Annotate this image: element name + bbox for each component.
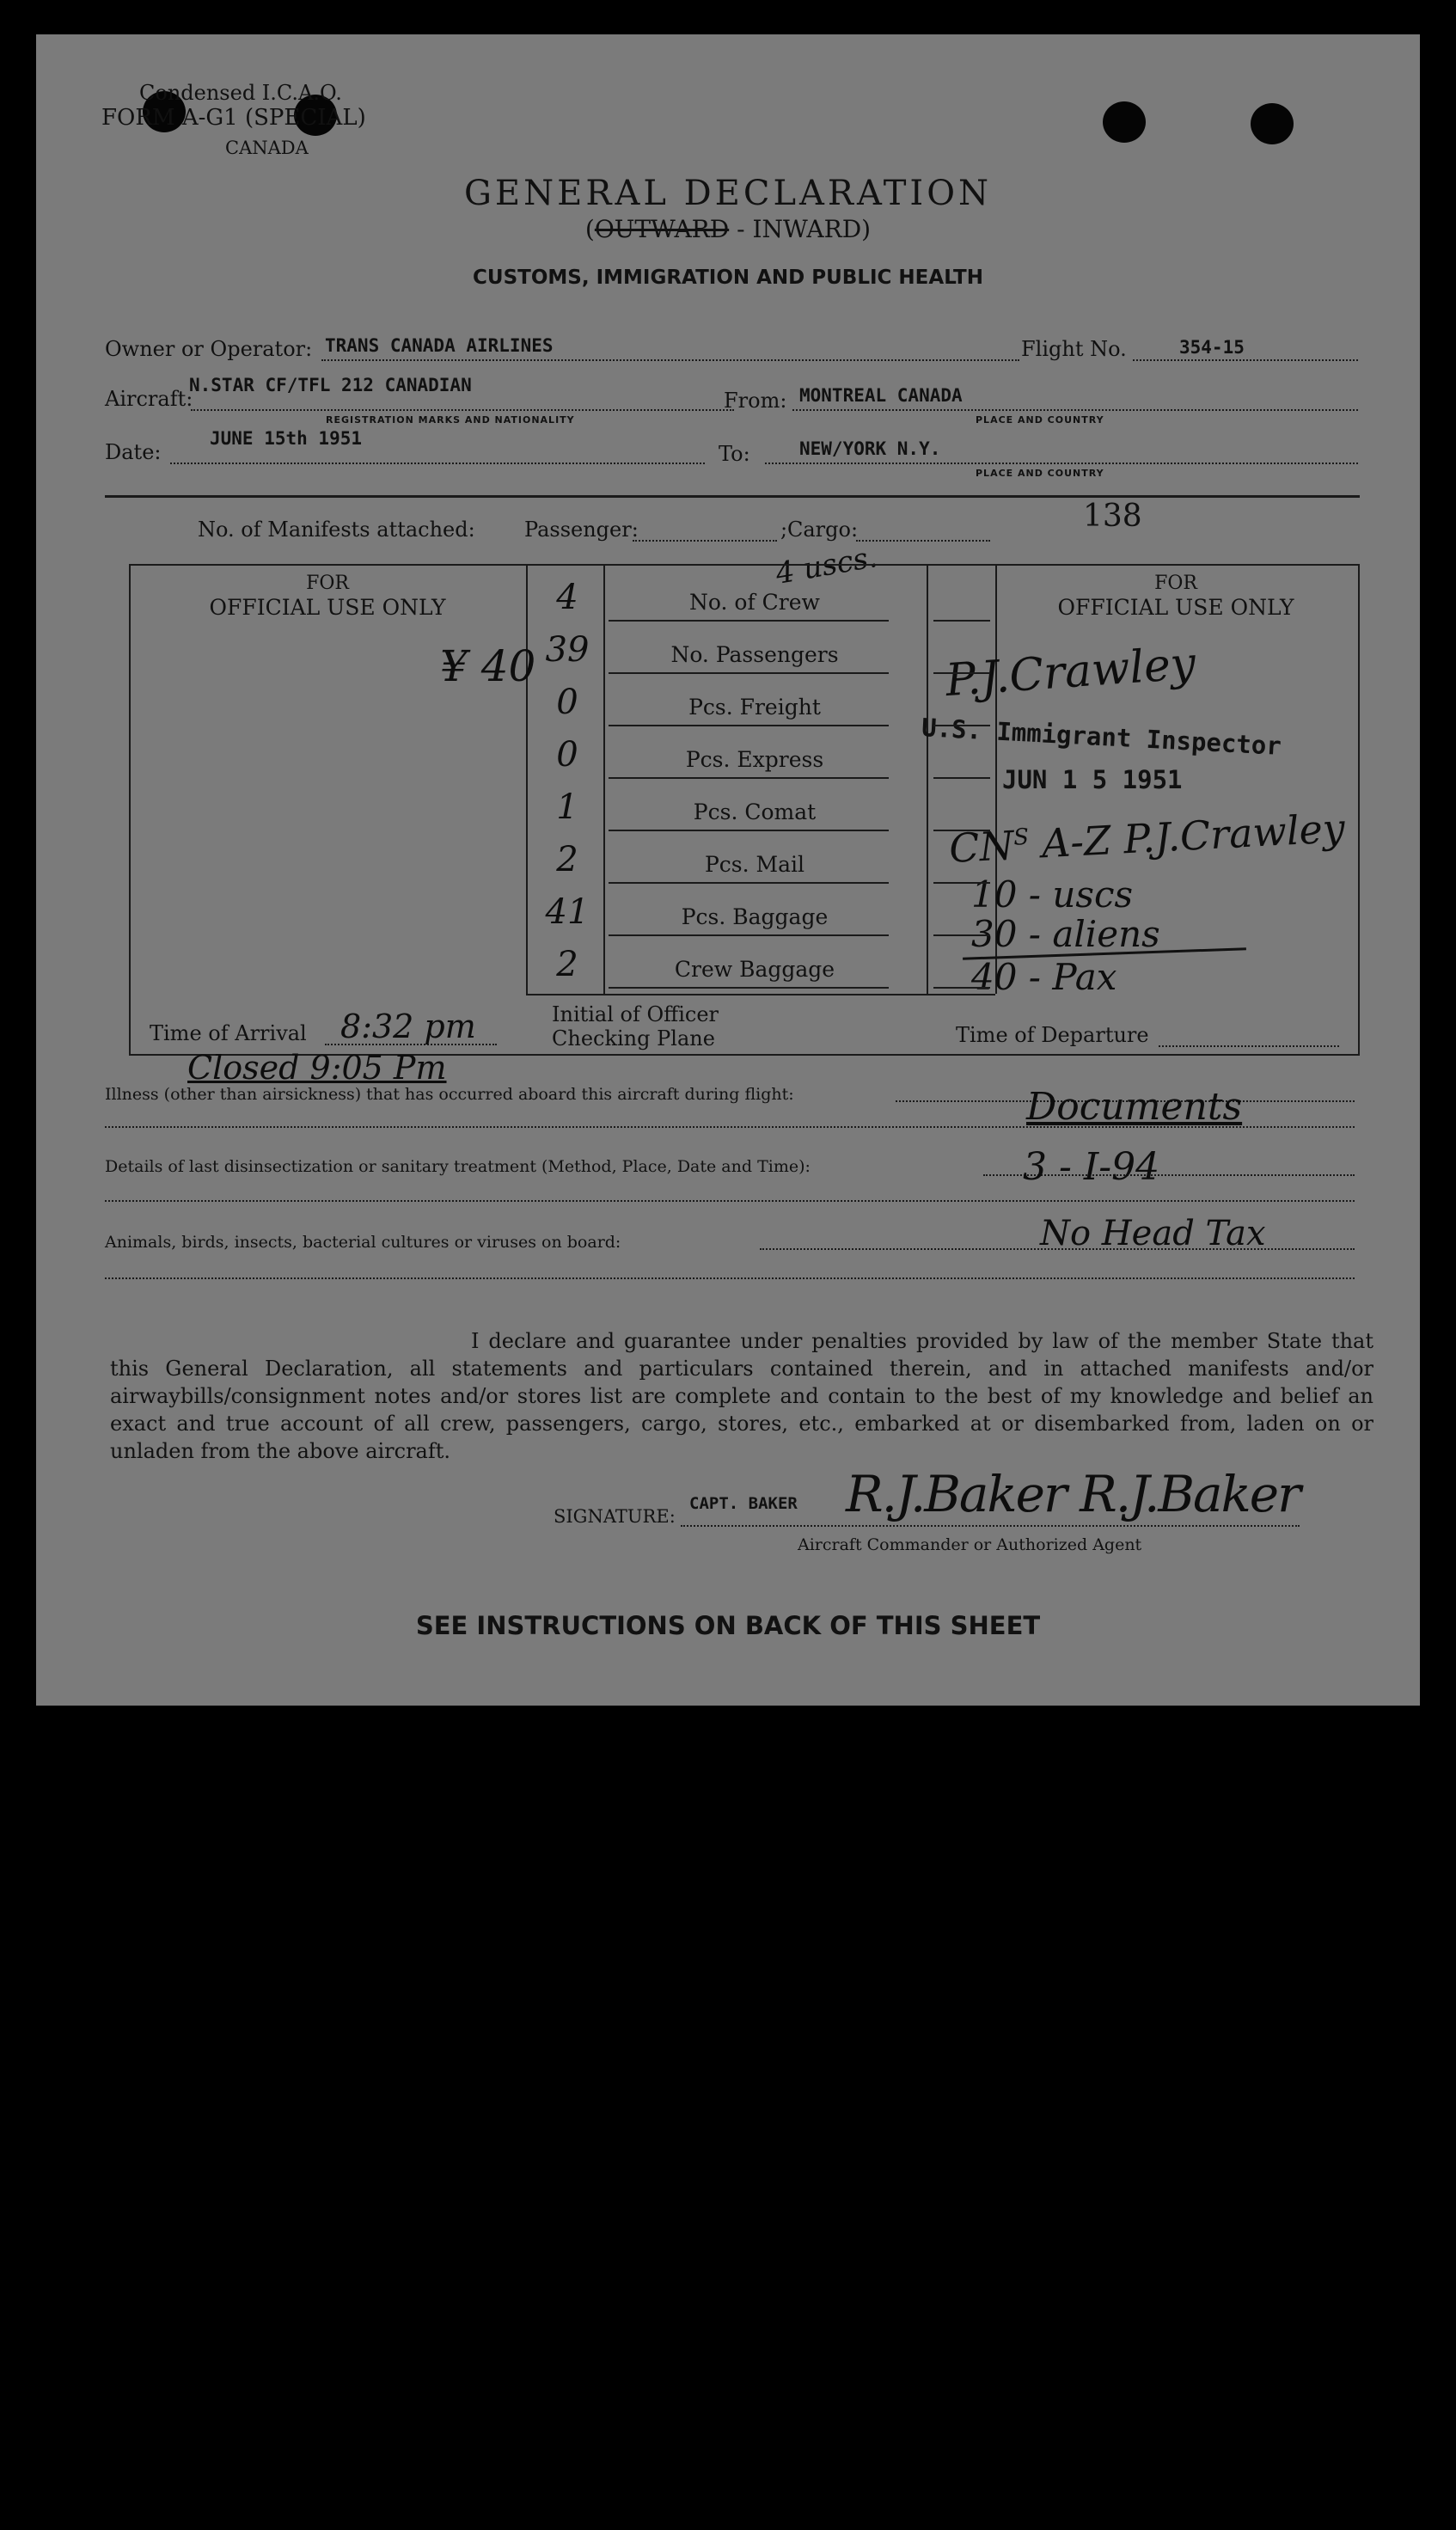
passenger-line <box>633 540 777 542</box>
table-divider-count <box>603 564 605 994</box>
to-line <box>765 463 1358 464</box>
section-divider <box>105 495 1360 498</box>
table-divider-label <box>927 564 928 994</box>
date-line <box>170 463 705 464</box>
table-bottom-rule <box>526 994 995 995</box>
departure-line <box>1159 1045 1339 1047</box>
inspector-note-1-main: CN <box>947 822 1016 873</box>
declaration-sheet <box>36 34 1420 1706</box>
row-label: Pcs. Baggage <box>681 904 829 929</box>
form-code-line1: Condensed I.C.A.O. <box>139 81 342 105</box>
officer-label-2: Checking Plane <box>552 1026 715 1051</box>
inspector-note-2: 10 - uscs <box>971 873 1134 916</box>
row-label: Pcs. Mail <box>704 852 805 877</box>
subtitle-struck: OUTWARD <box>594 215 730 243</box>
cargo-label: Cargo: <box>787 518 859 542</box>
manifest-number: 138 <box>1083 499 1142 534</box>
page-title: GENERAL DECLARATION <box>463 174 993 213</box>
row-rule-initial <box>933 987 990 989</box>
aircraft-value: N.STAR CF/TFL 212 CANADIAN <box>189 375 472 395</box>
inspector-signature: P.J.Crawley <box>944 637 1198 708</box>
signature-caption: Aircraft Commander or Authorized Agent <box>798 1535 1142 1554</box>
row-rule-initial <box>933 934 990 936</box>
subtitle-rest: - INWARD <box>737 215 862 243</box>
subtitle-close: ) <box>861 215 872 243</box>
cargo-separator: ; <box>780 518 788 542</box>
row-label: No. of Crew <box>689 590 820 615</box>
to-value: NEW/YORK N.Y. <box>799 438 941 459</box>
left-heading-1: FOR <box>306 573 349 594</box>
animals-line-2 <box>105 1277 1355 1279</box>
date-label: Date: <box>105 440 162 464</box>
head-tax-note: No Head Tax <box>1040 1214 1266 1253</box>
departure-label: Time of Departure <box>956 1023 1149 1047</box>
row-count: 0 <box>556 735 578 775</box>
officer-label-1: Initial of Officer <box>552 1002 719 1026</box>
to-caption: PLACE AND COUNTRY <box>976 468 1104 479</box>
form-country: CANADA <box>225 138 309 158</box>
disinsect-note: 3 - I-94 <box>1023 1145 1160 1189</box>
owner-value: TRANS CANADA AIRLINES <box>325 335 554 356</box>
row-rule-initial <box>933 830 990 831</box>
punch-hole <box>1103 101 1146 143</box>
closed-note: Closed 9:05 Pm <box>187 1049 447 1087</box>
row-label: No. Passengers <box>670 642 839 667</box>
animals-label: Animals, birds, insects, bacterial cultures or viruses on board: <box>105 1233 621 1252</box>
row-count: 4 <box>556 578 578 617</box>
row-rule <box>609 882 889 884</box>
punch-hole <box>1251 103 1294 144</box>
footer-instructions: SEE INSTRUCTIONS ON BACK OF THIS SHEET <box>415 1611 1041 1640</box>
cargo-line <box>856 540 990 542</box>
from-value: MONTREAL CANADA <box>799 385 963 406</box>
illness-label: Illness (other than airsickness) that has occurred aboard this aircraft during flight: <box>105 1085 794 1104</box>
manifest-handwritten: 4 uscs. <box>773 539 880 592</box>
flight-label: Flight No. <box>1021 337 1127 361</box>
inspector-note-4: 40 - Pax <box>971 956 1117 998</box>
signature-handwritten: R.J.Baker R.J.Baker <box>846 1465 1300 1523</box>
arrival-value: 8:32 pm <box>340 1008 476 1045</box>
row-rule-initial <box>933 672 990 674</box>
margin-note: ¥ 40 <box>440 641 536 691</box>
row-rule-initial <box>933 882 990 884</box>
from-line <box>792 409 1358 411</box>
flight-value: 354-15 <box>1179 337 1245 358</box>
section-heading: CUSTOMS, IMMIGRATION AND PUBLIC HEALTH <box>473 266 983 289</box>
row-label: Pcs. Express <box>685 747 824 772</box>
flight-line <box>1133 359 1358 361</box>
aircraft-label: Aircraft: <box>105 387 193 411</box>
disinsect-label: Details of last disinsectization or sanitary treatment (Method, Place, Date and Time): <box>105 1157 811 1176</box>
from-label: From: <box>724 389 787 413</box>
row-count: 1 <box>556 787 578 827</box>
passenger-label: Passenger: <box>524 518 639 542</box>
documents-note: Documents <box>1026 1085 1243 1129</box>
row-count: 41 <box>545 892 590 932</box>
left-heading-2: OFFICIAL USE ONLY <box>209 595 446 620</box>
row-count: 0 <box>556 683 578 722</box>
row-rule <box>609 934 889 936</box>
manifests-label: No. of Manifests attached: <box>198 518 475 542</box>
signature-line <box>681 1525 1300 1527</box>
form-code-line2: FORM A-G1 (SPECIAL) <box>101 105 366 131</box>
aircraft-line <box>191 409 734 411</box>
subtitle-open: ( <box>584 215 595 243</box>
page-subtitle <box>36 215 1420 243</box>
row-rule <box>609 672 889 674</box>
signature-label: SIGNATURE: <box>554 1506 676 1527</box>
inspector-stamp-title: U.S. Immigrant Inspector <box>921 713 1282 761</box>
inspector-note-3: 30 - aliens <box>971 913 1160 955</box>
row-label: Pcs. Comat <box>693 799 817 824</box>
owner-line <box>321 359 1019 361</box>
row-rule-initial <box>933 725 990 726</box>
row-rule <box>609 777 889 779</box>
row-rule-initial <box>933 777 990 779</box>
right-heading-2: OFFICIAL USE ONLY <box>1057 595 1294 620</box>
row-rule <box>609 830 889 831</box>
row-count: 39 <box>545 630 590 670</box>
table-divider-left <box>526 564 528 994</box>
to-label: To: <box>719 442 750 466</box>
signature-typed: CAPT. BAKER <box>689 1494 798 1513</box>
inspector-note-1-rest: A-Z P.J.Crawley <box>1040 804 1346 867</box>
row-label: Pcs. Freight <box>688 695 821 720</box>
arrival-label: Time of Arrival <box>150 1021 307 1045</box>
row-rule-initial <box>933 620 990 622</box>
row-count: 2 <box>556 840 578 879</box>
row-label: Crew Baggage <box>674 957 835 982</box>
row-rule <box>609 620 889 622</box>
inspector-note-1-sup: S <box>1012 824 1030 851</box>
aircraft-caption: REGISTRATION MARKS AND NATIONALITY <box>326 414 575 426</box>
row-rule <box>609 725 889 726</box>
inspector-stamp-date: JUN 1 5 1951 <box>1002 765 1183 794</box>
from-caption: PLACE AND COUNTRY <box>976 414 1104 426</box>
row-count: 2 <box>556 945 578 984</box>
disinsect-line-2 <box>105 1200 1355 1202</box>
date-value: JUNE 15th 1951 <box>210 428 363 449</box>
declaration-text: I declare and guarantee under penalties provided by law of the member State that this General Declaration, all statements and particulars contained therein, and in attached manifests and/or airwaybills/consignment notes and/or stores list are complete and contain to the best of my knowledge and belief an exact and true account of all crew, passengers, cargo, stores, etc., embarked at or disembarked from, laden on or unladen from the above aircraft. <box>110 1329 1373 1463</box>
owner-label: Owner or Operator: <box>105 337 313 361</box>
row-rule <box>609 987 889 989</box>
right-heading-1: FOR <box>1154 573 1197 594</box>
